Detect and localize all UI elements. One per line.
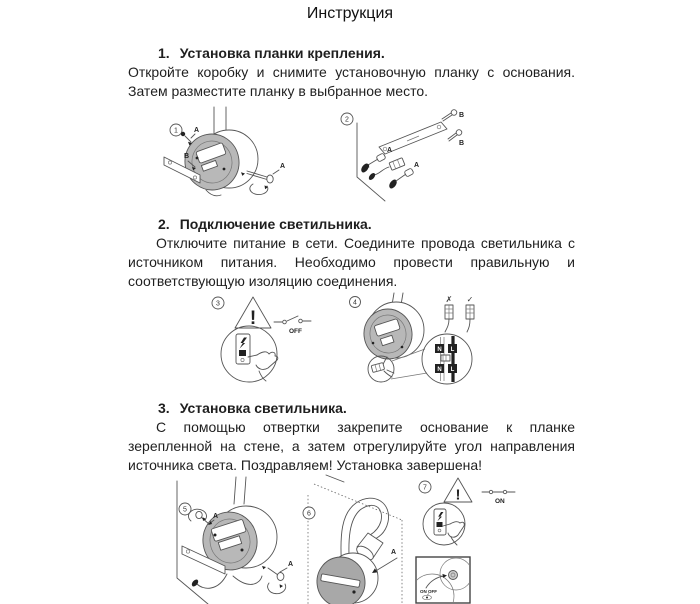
svg-text:2: 2 [345,116,349,124]
section-2-title: Подключение светильника. [179,216,372,232]
warning-triangle-icon [235,297,271,329]
section-3-heading [158,399,575,418]
label-a-7: A [391,549,397,556]
label-b-2: B [459,112,465,119]
svg-text:7: 7 [423,484,427,492]
cable-wrong [445,305,453,332]
label-a-4: A [414,162,420,169]
terminal-detail-circle [422,334,472,384]
section-3-number: 3. [158,400,170,416]
step-2-badge [341,113,353,125]
figure-step-7-power-on [410,475,540,604]
svg-text:N: N [437,367,442,373]
section-1-number: 1. [158,45,170,61]
wrong-mark: ✗ [445,295,453,304]
ceiling-line [326,475,344,482]
figure-step-2-fix-plate [335,107,465,201]
section-1-paragraph: Откройте коробку и снимите установочную планку с основания. Затем разместите планку в выбранное место. [128,64,575,99]
page-title: Инструкция [306,5,394,22]
lamp-pole [234,477,246,504]
section-2-heading [158,215,575,234]
adjust-knob-inset [410,557,472,604]
svg-text:3: 3 [216,300,220,308]
on-label: ON [495,498,505,505]
hand-icon [248,352,278,381]
power-cord [191,574,262,588]
label-a2-pointer [273,170,279,174]
step-1-badge [170,124,182,136]
svg-text:4: 4 [353,299,357,307]
label-b-3: B [459,140,465,147]
figure-step-5-mount-base [170,475,298,604]
label-a-6: A [288,561,294,568]
figure-row-2 [128,293,575,385]
svg-text:5: 5 [183,506,187,514]
label-a-2: A [280,163,286,170]
closed-switch-icon [482,490,515,493]
wall-corner [357,123,385,201]
figure-step-3-power-off [205,293,315,385]
step-3-badge [212,297,224,309]
figure-step-4-connect-wires [345,293,480,385]
anchor-screw-2 [388,168,414,190]
warning-triangle-icon [444,478,472,504]
svg-text:N: N [437,347,442,353]
svg-text:!: ! [455,486,461,504]
screw-top-left [181,132,192,146]
svg-text:!: ! [249,308,257,329]
inset-on-off-label: ON OFF [420,589,437,594]
breaker-panel-circle [221,326,278,382]
label-a-1: A [194,127,200,134]
breaker-panel-circle [423,503,465,545]
svg-text:1: 1 [174,127,178,135]
label-a-3: A [387,147,393,154]
section-1-title: Установка планки крепления. [179,45,385,61]
off-label: OFF [289,328,302,335]
step-4-badge [350,297,361,308]
figure-row-1 [128,107,575,201]
screw-b-top [442,110,457,121]
label-a-pointer [191,134,195,138]
check-mark: ✓ [466,295,474,304]
figure-step-6-adjust-lamp [298,475,410,604]
open-switch-icon [274,316,311,324]
adjust-knob [449,571,458,580]
section-3-title: Установка светильника. [179,400,347,416]
section-2-paragraph: Отключите питание в сети. Соедините провода светильника с источником питания. Необходимо провести правильную и соответствующую изоляцию соединения. [128,235,575,289]
label-b-1: B [184,153,190,160]
step-6-badge [303,507,315,519]
connector-detail-circle [368,356,394,382]
section-2-number: 2. [158,216,170,232]
svg-text:L: L [450,367,455,373]
arrow-to-base [374,558,397,572]
svg-text:L: L [450,347,455,353]
figure-row-3 [128,475,575,604]
hanging-wire [206,190,221,196]
screw-top-left-rotating [188,509,209,524]
magnify-link-bottom [391,373,427,379]
section-3-paragraph: С помощью отвертки закрепите основание к планке зерепленной на стене, а затем отрегулируйте угол направления источника света. Поздравляем! Установка завершена! [128,419,575,473]
label-a-5: A [213,513,219,520]
section-1-heading [158,44,575,63]
instruction-document [0,4,700,594]
svg-text:6: 6 [307,510,311,518]
cable-correct [466,305,474,332]
label-a6-pointer [280,568,287,572]
lamp-base [314,553,378,604]
figure-step-1-remove-plate [150,107,300,201]
screw-right-rotating [262,566,286,594]
step-7-badge [419,481,431,493]
document-body [128,44,575,604]
wire-connector [368,158,405,181]
